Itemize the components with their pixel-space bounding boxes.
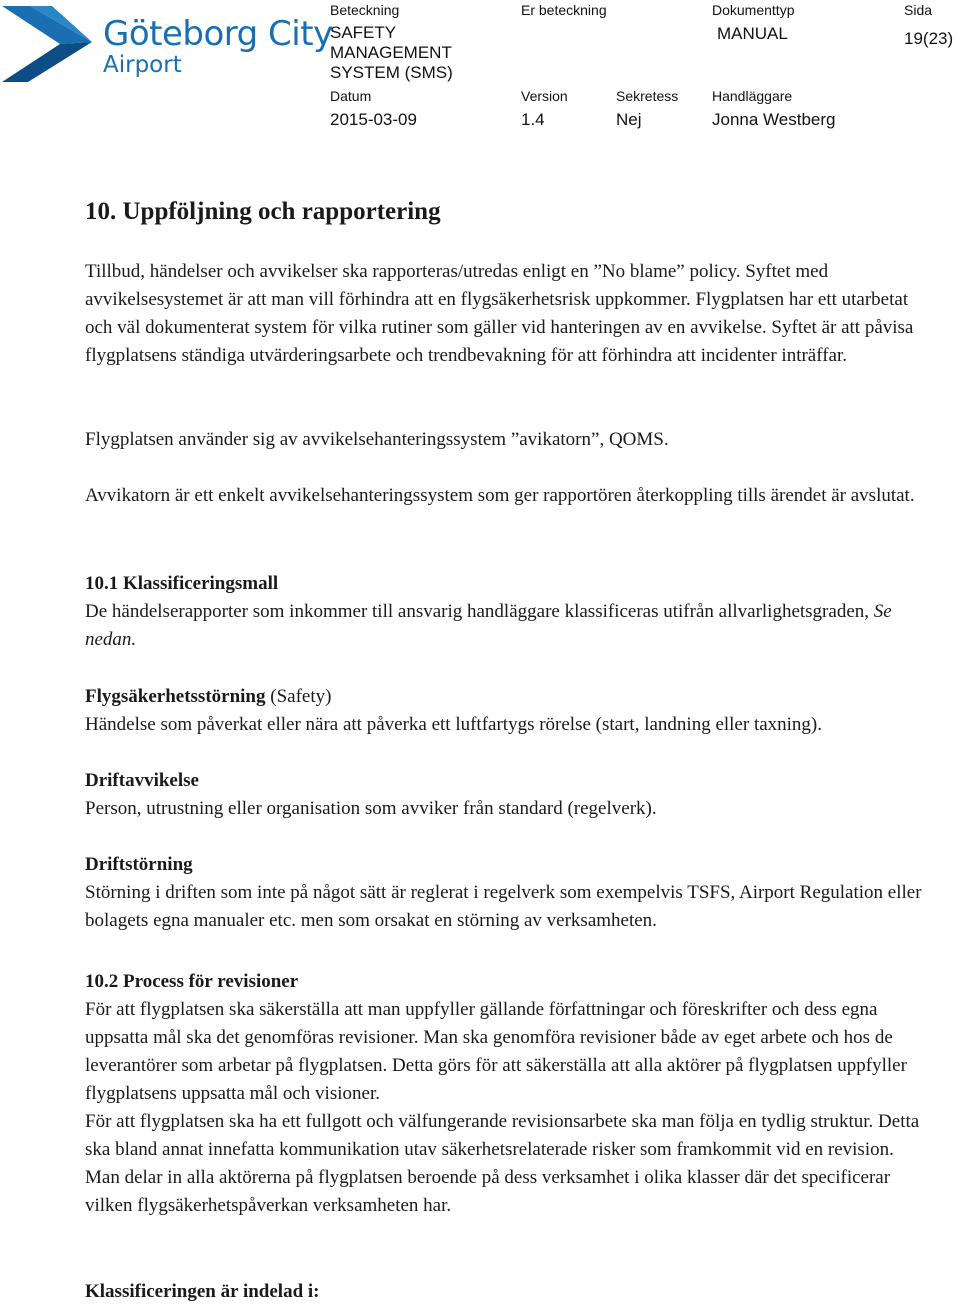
category-suffix: (Safety) [265, 686, 332, 707]
paragraph [85, 598, 925, 654]
paragraph-text: De händelserapporter som inkommer till ansvarig handläggare klassificeras utifrån allvarlighetsgraden, [85, 601, 870, 622]
emphasis: Se nedan. [85, 601, 892, 650]
section-10-1 [85, 570, 925, 654]
section-10-avvikatorn [85, 482, 925, 510]
logo-sub: Airport [103, 52, 182, 78]
dokumenttyp-label: Dokumenttyp [712, 2, 795, 18]
category-text: Störning i driften som inte på något sätt är reglerat i regelverk som exempelvis TSFS, Airport Regulation eller bolagets egna manualer etc. men som orsakat en störning av verksamheten. [85, 882, 922, 931]
beteckning-label: Beteckning [330, 2, 400, 18]
paragraph: Tillbud, händelser och avvikelser ska rapporteras/utredas enligt en ”No blame” policy. Syftet med avvikelsesystemet är att man vill förhindra att en flygsäkerhetsrisk uppkommer. Flygplatsen har ett utarbetat och väl dokumenterat system för vilka rutiner som gäller vid hanteringen av en avvikelse. Syftet är att påvisa flygplatsens ständiga utvärderingsarbete och trendbevakning för att förhindra att incidenter inträffar. [85, 261, 914, 366]
er-beteckning-label: Er beteckning [521, 2, 607, 18]
dokumenttyp-value: MANUAL [717, 24, 788, 43]
section-10-2 [85, 968, 925, 1220]
category-safety [85, 683, 925, 739]
handlaggare-label: Handläggare [712, 88, 793, 104]
paragraph: Avvikatorn är ett enkelt avvikelsehanteringssystem som ger rapportören återkoppling tills ärendet är avslutat. [85, 485, 915, 506]
handlaggare-value: Jonna Westberg [712, 110, 836, 129]
sekretess-label: Sekretess [616, 88, 679, 104]
subsection-title: 10.2 Process för revisioner [85, 971, 299, 992]
beteckning-value: SAFETY MANAGEMENT SYSTEM (SMS) [330, 23, 453, 82]
paragraph: För att flygplatsen ska ha ett fullgott och välfungerande revisionsarbete ska man följa en tydlig struktur. Detta ska bland annat innefatta kommunikation utav säkerhetsrelaterade risker som framkommit vid en revision. [85, 1111, 920, 1160]
subsection-title: 10.1 Klassificeringsmall [85, 573, 279, 594]
logo-name: Göteborg City [103, 14, 333, 54]
category-title: Driftavvikelse [85, 770, 199, 791]
sida-value: 19(23) [904, 29, 954, 48]
version-label: Version [521, 88, 568, 104]
category-text: Händelse som påverkat eller nära att påverka ett luftfartygs rörelse (start, landning eller taxning). [85, 714, 823, 735]
datum-value: 2015-03-09 [330, 110, 417, 129]
airport-logo [0, 0, 333, 90]
version-value: 1.4 [521, 110, 545, 129]
section-10-text [85, 258, 925, 370]
category-driftavvikelse [85, 767, 925, 823]
paragraph: För att flygplatsen ska säkerställa att man uppfyller gällande författningar och föreskrifter och dess egna uppsatta mål ska det genomföras revisioner. Man ska genomföra revisioner både av eget arbete och hos de leverantörer som arbetar på flygplatsen. Detta görs för att säkerställa att alla aktörer på flygplatsen uppfyller flygplatsens uppsatta mål och visioner. [85, 999, 907, 1104]
sida-label: Sida [904, 2, 933, 18]
airplane-icon [0, 0, 100, 90]
paragraph: Flygplatsen använder sig av avvikelsehanteringssystem ”avikatorn”, QOMS. [85, 429, 669, 450]
sekretess-value: Nej [616, 110, 642, 129]
section-title: 10. Uppföljning och rapportering [85, 198, 441, 225]
category-title: Flygsäkerhetsstörning [85, 686, 266, 707]
category-driftstorning [85, 851, 925, 935]
classification-heading: Klassificeringen är indelad i: [85, 1281, 320, 1302]
category-title: Driftstörning [85, 854, 193, 875]
classification-heading-block [85, 1278, 925, 1306]
section-10-qoms [85, 426, 925, 454]
paragraph: Man delar in alla aktörerna på flygplatsen beroende på dess verksamhet i olika klasser där det specificerar vilken flygsäkerhetspåverkan verksamheten har. [85, 1167, 891, 1216]
category-text: Person, utrustning eller organisation som avviker från standard (regelverk). [85, 798, 657, 819]
datum-label: Datum [330, 88, 372, 104]
category-heading [85, 683, 925, 711]
